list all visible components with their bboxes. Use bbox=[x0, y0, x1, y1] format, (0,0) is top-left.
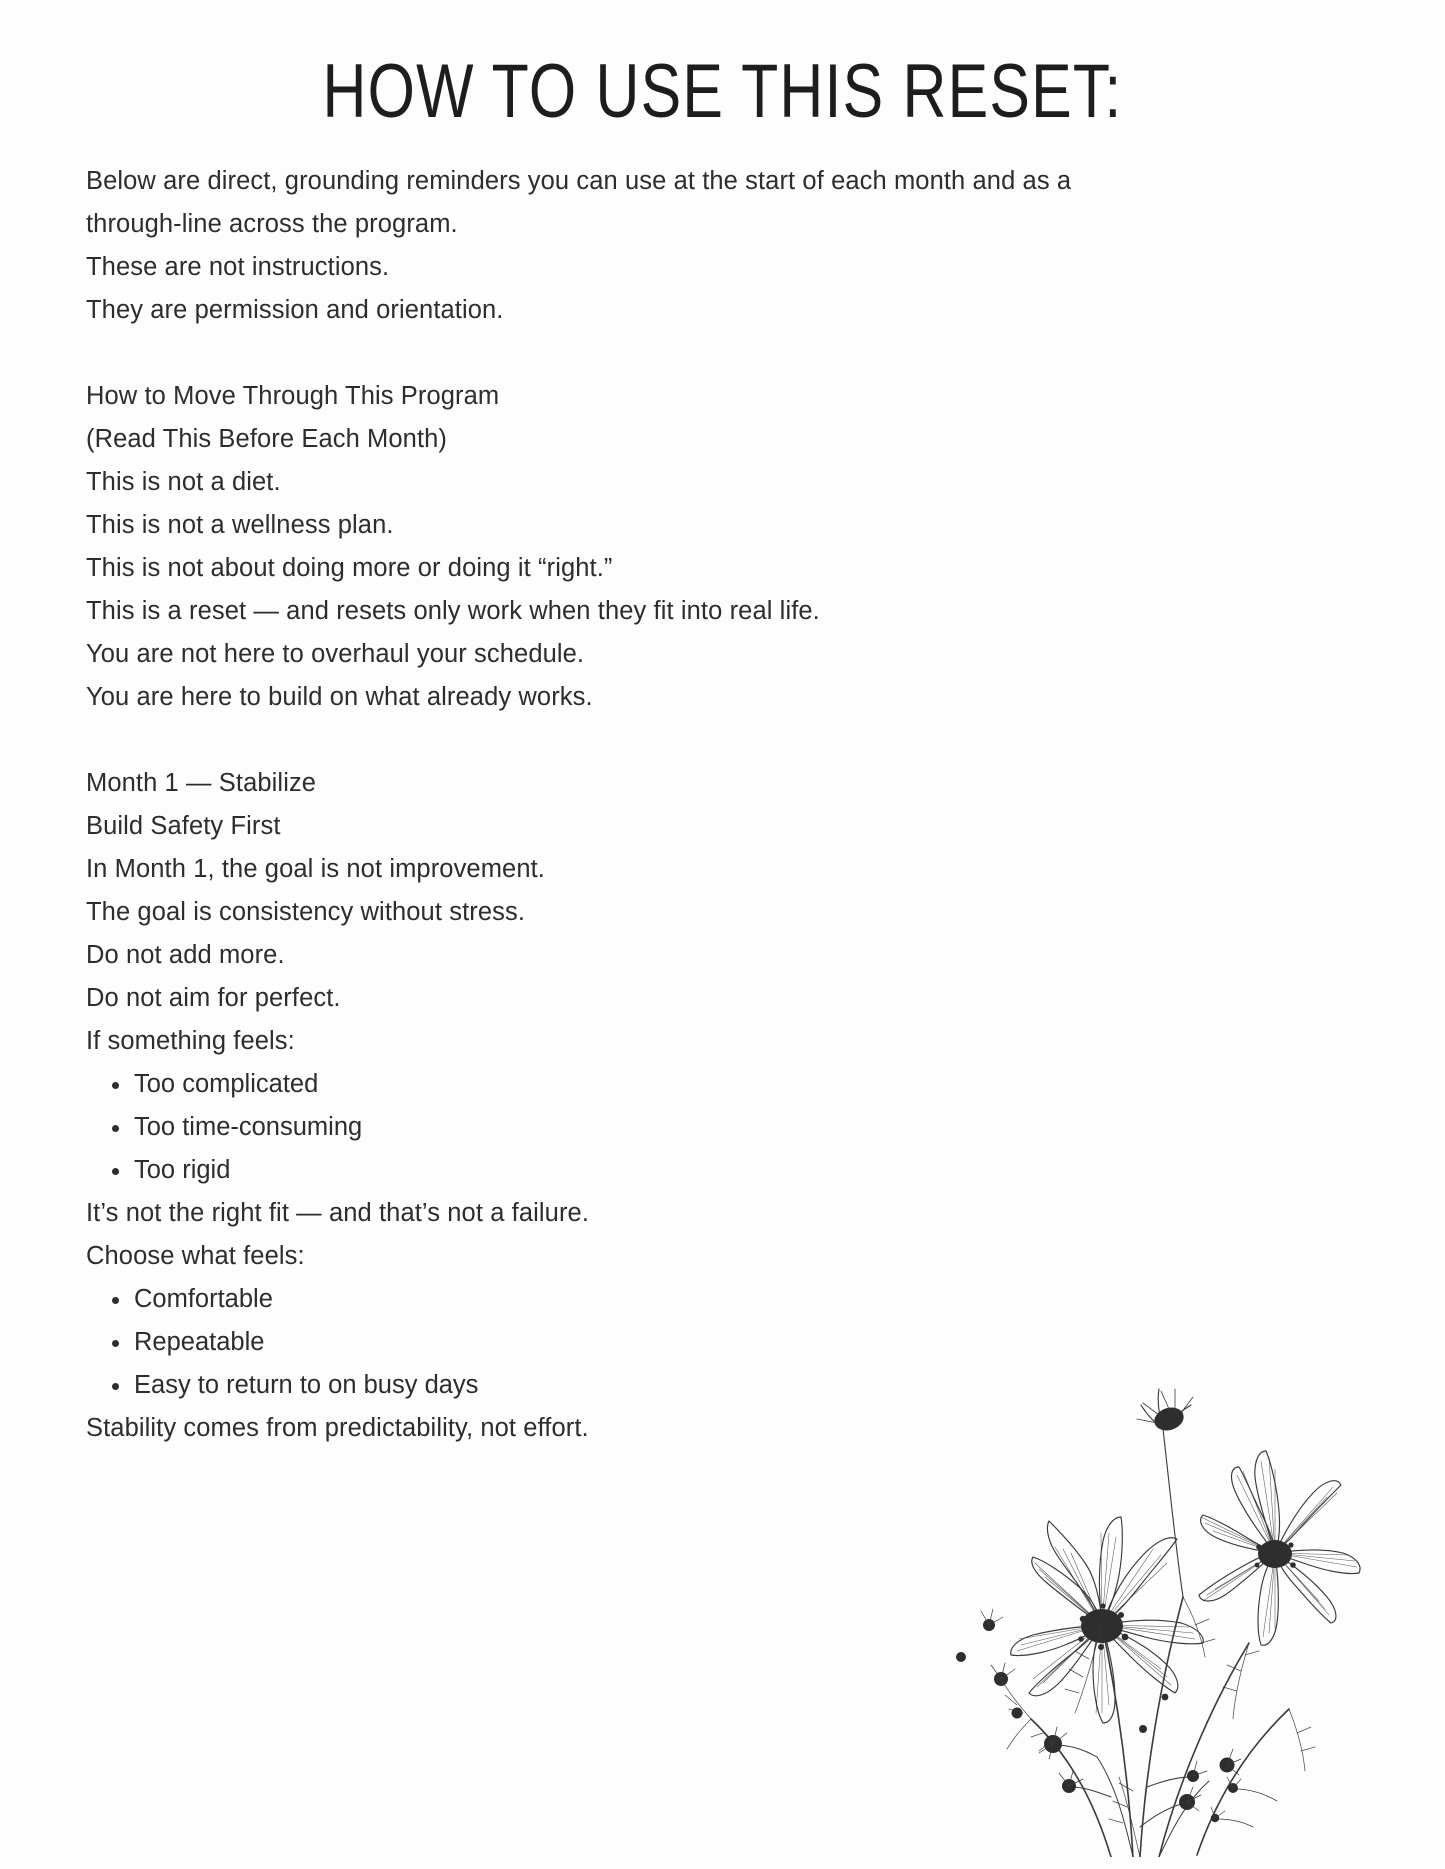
program-line: You are not here to overhaul your schedule. bbox=[86, 640, 585, 668]
list-item bbox=[86, 1149, 1166, 1192]
list-item bbox=[86, 1063, 1166, 1106]
list-item-label: Too complicated bbox=[134, 1070, 319, 1098]
program-line: This is not about doing more or doing it “right.” bbox=[86, 554, 613, 582]
program-line: You are here to build on what already works. bbox=[86, 683, 593, 711]
list-item bbox=[86, 1321, 1166, 1364]
month1-list-intro: If something feels: bbox=[86, 1027, 295, 1055]
month1-line: Do not add more. bbox=[86, 941, 285, 969]
month1-line: Do not aim for perfect. bbox=[86, 984, 341, 1012]
intro-line-2: These are not instructions. bbox=[86, 253, 390, 281]
program-heading: How to Move Through This Program bbox=[86, 382, 500, 410]
month1-closing-line: Stability comes from predictability, not effort. bbox=[86, 1414, 589, 1442]
list-item bbox=[86, 1278, 1166, 1321]
avoid-list bbox=[86, 1063, 1166, 1192]
month1-line-after-list: It’s not the right fit — and that’s not a failure. bbox=[86, 1199, 590, 1227]
document-body bbox=[86, 160, 1166, 1450]
month1-subheading: Build Safety First bbox=[86, 812, 281, 840]
program-line: This is a reset — and resets only work when they fit into real life. bbox=[86, 597, 820, 625]
program-line: This is not a diet. bbox=[86, 468, 281, 496]
list-item-label: Repeatable bbox=[134, 1328, 265, 1356]
choose-list-intro: Choose what feels: bbox=[86, 1242, 305, 1270]
list-item-label: Too time-consuming bbox=[134, 1113, 363, 1141]
program-subheading: (Read This Before Each Month) bbox=[86, 425, 448, 453]
program-line: This is not a wellness plan. bbox=[86, 511, 394, 539]
month1-line: The goal is consistency without stress. bbox=[86, 898, 526, 926]
list-item-label: Comfortable bbox=[134, 1285, 273, 1313]
list-item-label: Easy to return to on busy days bbox=[134, 1371, 479, 1399]
month1-heading: Month 1 — Stabilize bbox=[86, 769, 317, 797]
list-item-label: Too rigid bbox=[134, 1156, 231, 1184]
spacer bbox=[86, 719, 1166, 762]
intro-line-3: They are permission and orientation. bbox=[86, 296, 504, 324]
page-title: HOW TO USE THIS RESET: bbox=[322, 49, 1123, 134]
spacer bbox=[86, 332, 1166, 375]
intro-paragraph: Below are direct, grounding reminders you can use at the start of each month and as a through-line across the program. bbox=[86, 167, 1072, 238]
month1-line: In Month 1, the goal is not improvement. bbox=[86, 855, 545, 883]
choose-list bbox=[86, 1278, 1166, 1407]
list-item bbox=[86, 1106, 1166, 1149]
list-item bbox=[86, 1364, 1166, 1407]
